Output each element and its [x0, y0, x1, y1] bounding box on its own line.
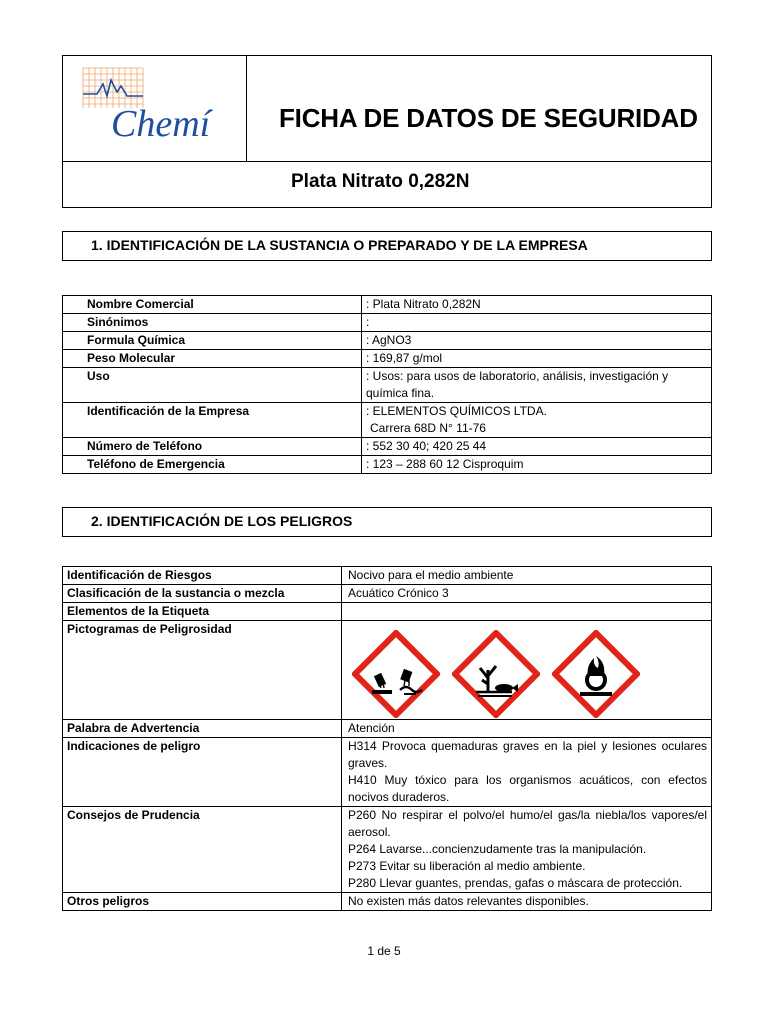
document-header — [62, 55, 712, 208]
table-row — [63, 314, 712, 332]
row-key: Teléfono de Emergencia — [63, 456, 362, 474]
row-key: Formula Química — [63, 332, 362, 350]
row-value: : — [362, 314, 712, 332]
table-row — [63, 720, 712, 738]
table-row — [63, 368, 712, 403]
table-row — [63, 332, 712, 350]
row-value — [342, 603, 712, 621]
row-key: Palabra de Advertencia — [63, 720, 342, 738]
logo-text: Chemí — [111, 103, 211, 145]
row-value — [342, 807, 712, 893]
table-row — [63, 603, 712, 621]
table-row — [63, 350, 712, 368]
row-value — [342, 738, 712, 807]
hazards-table — [62, 566, 712, 911]
row-value: Atención — [342, 720, 712, 738]
title-cell — [247, 56, 711, 161]
row-key: Nombre Comercial — [63, 296, 362, 314]
section-1-heading: 1. IDENTIFICACIÓN DE LA SUSTANCIA O PREPARADO Y DE LA EMPRESA — [62, 231, 712, 261]
row-value: : 169,87 g/mol — [362, 350, 712, 368]
product-cell — [63, 161, 711, 207]
identification-table — [62, 295, 712, 474]
row-key: Identificación de Riesgos — [63, 567, 342, 585]
precaution-statement: P273 Evitar su liberación al medio ambiente. — [348, 859, 586, 873]
row-value: Acuático Crónico 3 — [342, 585, 712, 603]
row-value: : 123 – 288 60 12 Cisproquim — [362, 456, 712, 474]
product-name: Plata Nitrato 0,282N — [291, 171, 470, 192]
hazard-statement: H410 Muy tóxico para los organismos acuáticos, con efectos nocivos duraderos. — [348, 773, 707, 804]
row-value: : Plata Nitrato 0,282N — [362, 296, 712, 314]
table-row — [63, 807, 712, 893]
table-row — [63, 403, 712, 438]
company-name: : ELEMENTOS QUÍMICOS LTDA. — [366, 404, 547, 418]
row-key: Otros peligros — [63, 893, 342, 911]
table-row — [63, 621, 712, 720]
row-value: No existen más datos relevantes disponibles. — [342, 893, 712, 911]
row-value: : 552 30 40; 420 25 44 — [362, 438, 712, 456]
row-key: Uso — [63, 368, 362, 403]
row-key: Identificación de la Empresa — [63, 403, 362, 438]
row-key: Clasificación de la sustancia o mezcla — [63, 585, 342, 603]
row-key: Número de Teléfono — [63, 438, 362, 456]
corrosion-icon — [352, 630, 440, 718]
row-value: : Usos: para usos de laboratorio, análisis, investigación y química fina. — [362, 368, 712, 403]
section-2-heading: 2. IDENTIFICACIÓN DE LOS PELIGROS — [62, 507, 712, 537]
row-key: Indicaciones de peligro — [63, 738, 342, 807]
precaution-statement: P260 No respirar el polvo/el humo/el gas/la niebla/los vapores/el aerosol. — [348, 808, 707, 839]
pictogram-cell — [342, 621, 712, 720]
page-number: 1 de 5 — [367, 944, 401, 958]
row-value: : AgNO3 — [362, 332, 712, 350]
row-key: Peso Molecular — [63, 350, 362, 368]
table-row — [63, 456, 712, 474]
logo-cell — [63, 56, 247, 161]
row-key: Consejos de Prudencia — [63, 807, 342, 893]
table-row — [63, 567, 712, 585]
row-value — [362, 403, 712, 438]
table-row — [63, 438, 712, 456]
oxidizer-icon — [552, 630, 640, 718]
document-title: FICHA DE DATOS DE SEGURIDAD — [279, 103, 698, 133]
chemi-logo — [63, 56, 247, 161]
row-value: Nocivo para el medio ambiente — [342, 567, 712, 585]
table-row — [63, 893, 712, 911]
precaution-statement: P280 Llevar guantes, prendas, gafas o máscara de protección. — [348, 876, 683, 890]
hazard-statement: H314 Provoca quemaduras graves en la piel y lesiones oculares graves. — [348, 739, 707, 770]
table-row — [63, 296, 712, 314]
company-address: Carrera 68D N° 11-76 — [370, 421, 486, 435]
precaution-statement: P264 Lavarse...concienzudamente tras la manipulación. — [348, 842, 647, 856]
row-key: Elementos de la Etiqueta — [63, 603, 342, 621]
row-key: Sinónimos — [63, 314, 362, 332]
table-row — [63, 738, 712, 807]
environment-icon — [452, 630, 540, 718]
table-row — [63, 585, 712, 603]
row-key: Pictogramas de Peligrosidad — [63, 621, 342, 720]
